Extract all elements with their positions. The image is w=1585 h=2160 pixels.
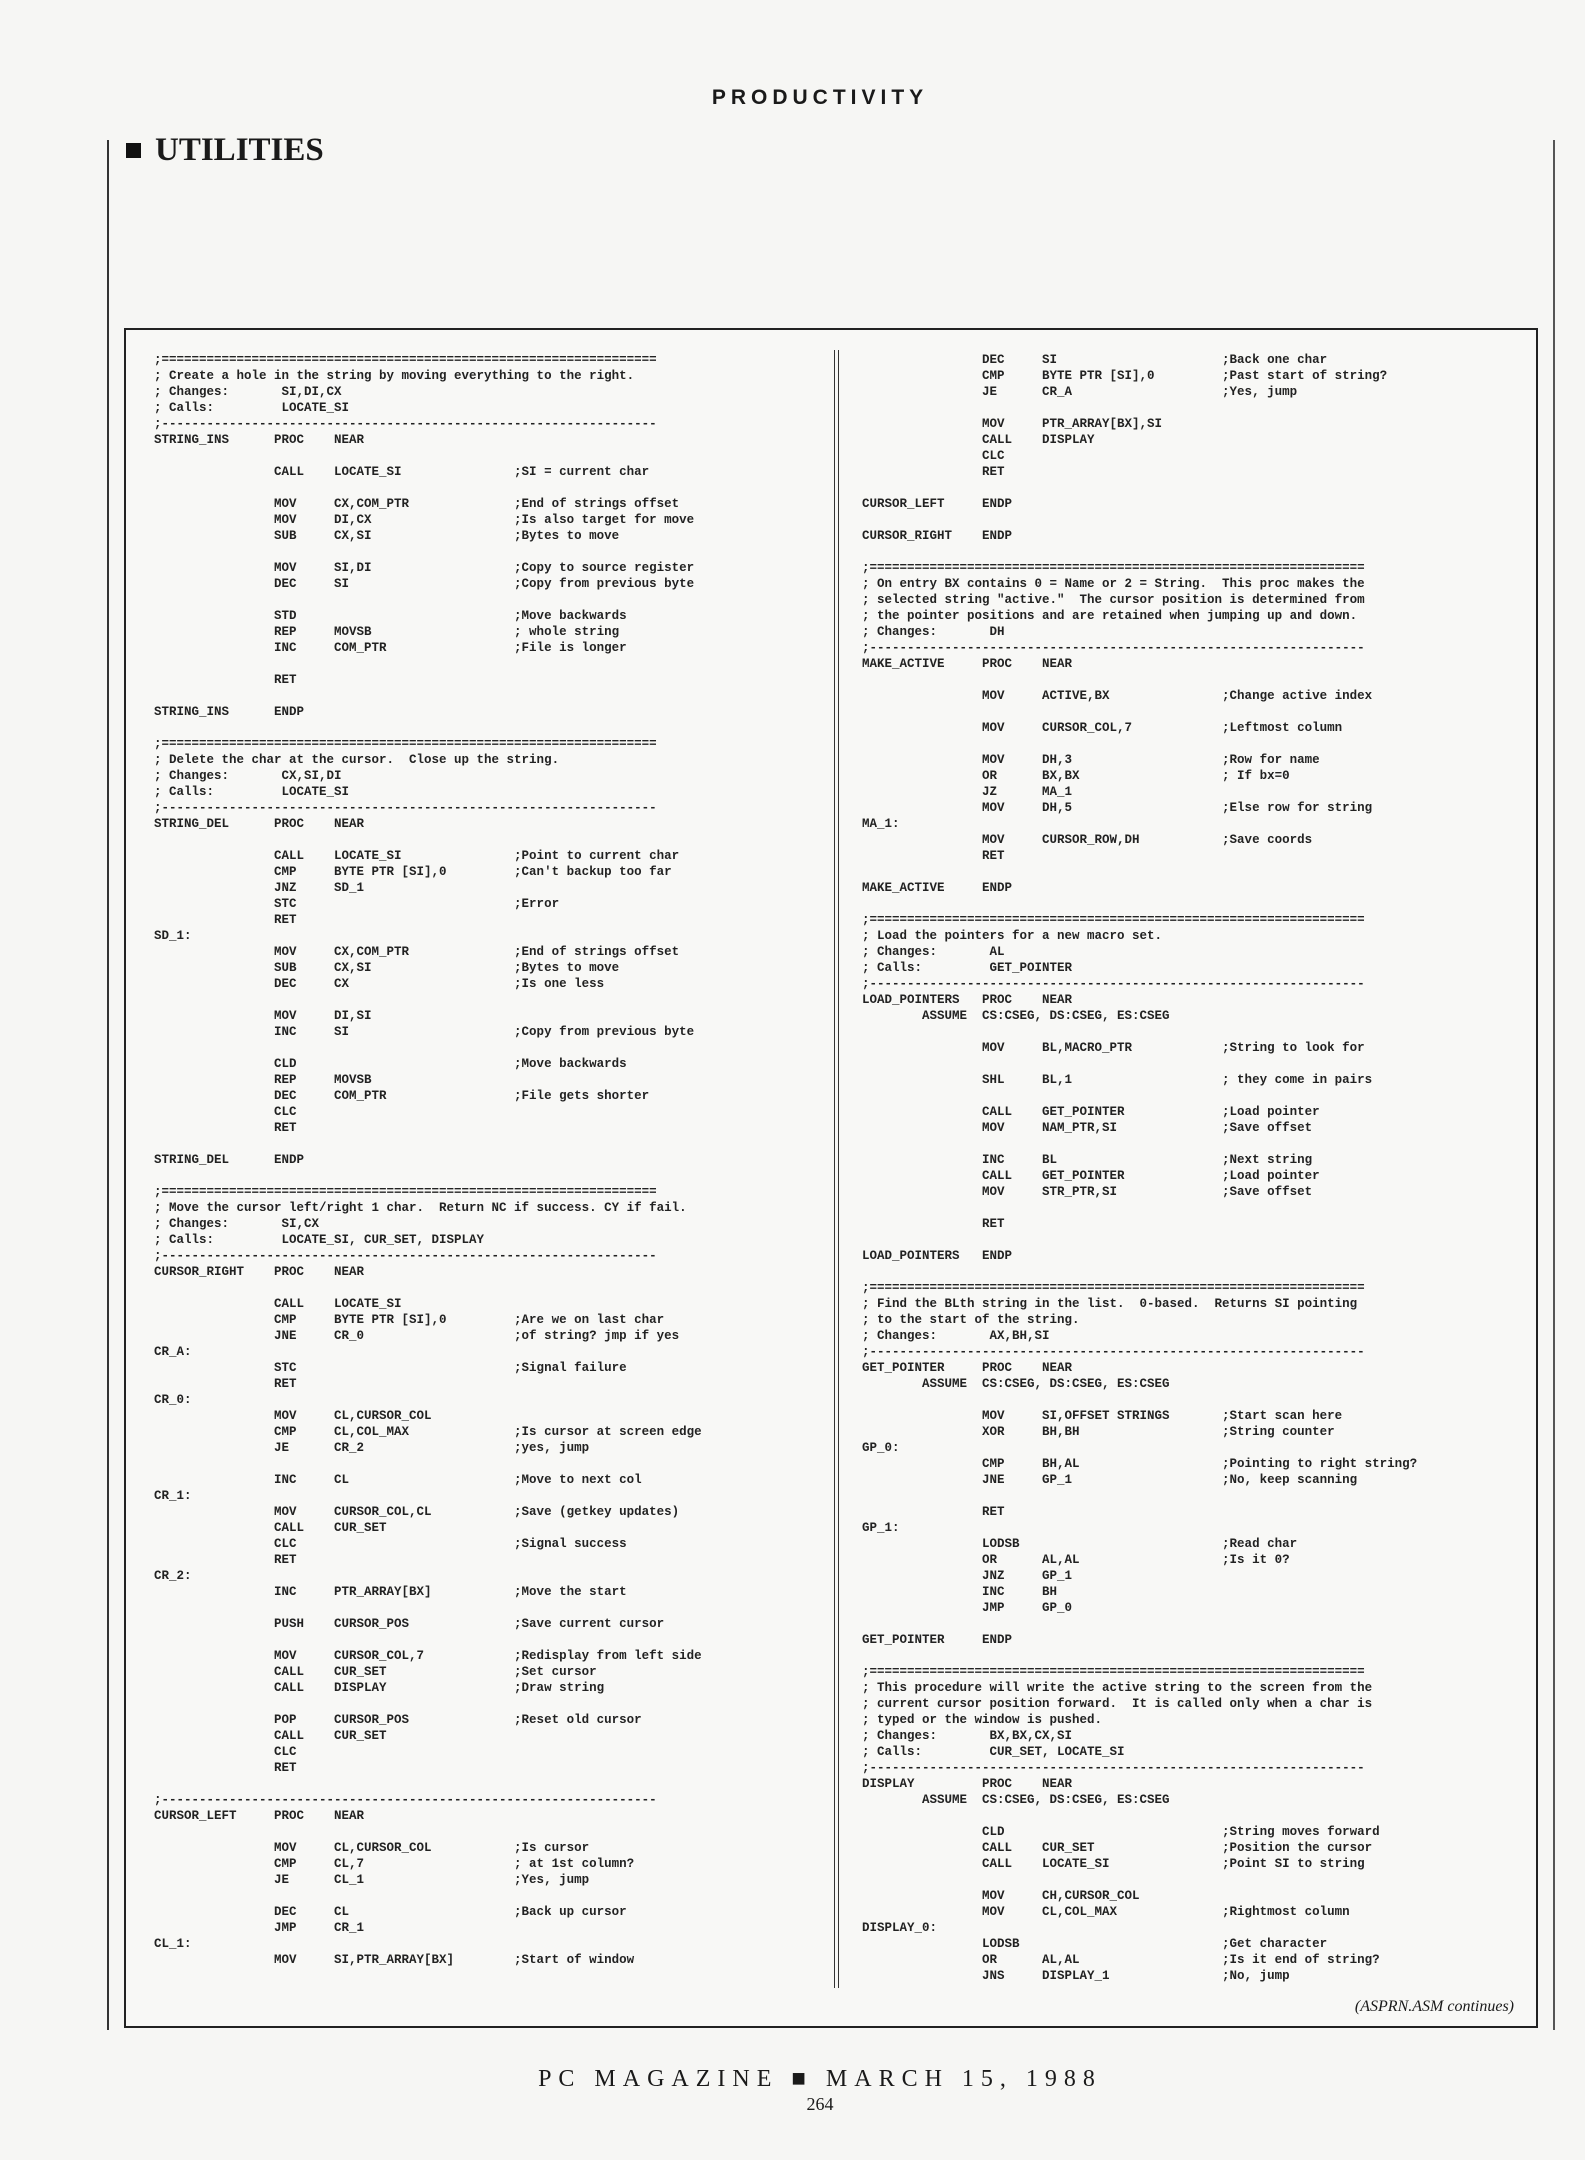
left-margin-rule xyxy=(107,140,109,2030)
department-heading xyxy=(126,132,324,169)
footer-publication: PC MAGAZINE ■ MARCH 15, 1988 xyxy=(538,2066,1102,2092)
right-margin-rule xyxy=(1553,140,1555,2030)
code-listing xyxy=(124,328,1538,2028)
continues-note: (ASPRN.ASM continues) xyxy=(1354,1998,1514,2015)
page-number: 264 xyxy=(806,2094,834,2114)
department-title: UTILITIES xyxy=(155,132,324,168)
bullet-square-icon xyxy=(126,143,141,158)
code-column-right: DEC SI ;Back one char CMP BYTE PTR [SI],0 ;Past start of string? JE CR_A ;Yes, jump MOV PTR_ARRAY[BX],SI CALL DISPLAY CLC RET CURSOR_LEFT ENDP CURSOR_RIGHT ENDP ;================================================================== ; On entry BX contains 0 = Name or 2 = String. This proc makes the ; selected string "active." The cursor position is determined from ; the pointer positions and are retained when jumping up and down. ; Changes: DH ;------------------------------------------------------------------ MAKE_ACTIVE PROC NEAR MOV ACTIVE,BX ;Change active index MOV CURSOR_COL,7 ;Leftmost column MOV DH,3 ;Row for name OR BX,BX ; If bx=0 JZ MA_1 MOV DH,5 ;Else row for string MA_1: MOV CURSOR_ROW,DH ;Save coords RET MAKE_ACTIVE ENDP ;================================================================== ; Load the pointers for a new macro set. ; Changes: AL ; Calls: GET_POINTER ;------------------------------------------------------------------ LOAD_POINTERS PROC NEAR ASSUME CS:CSEG, DS:CSEG, ES:CSEG MOV BL,MACRO_PTR ;String to look for SHL BL,1 ; they come in pairs CALL GET_POINTER ;Load pointer MOV NAM_PTR,SI ;Save offset INC BL ;Next string CALL GET_POINTER ;Load pointer MOV STR_PTR,SI ;Save offset RET LOAD_POINTERS ENDP ;================================================================== ; Find the BLth string in the list. 0-based. Returns SI pointing ; to the start of the string. ; Changes: AX,BH,SI ;------------------------------------------------------------------ GET_POINTER PROC NEAR ASSUME CS:CSEG, DS:CSEG, ES:CSEG MOV SI,OFFSET STRINGS ;Start scan here XOR BH,BH ;String counter GP_0: CMP BH,AL ;Pointing to right string? JNE GP_1 ;No, keep scanning RET GP_1: LODSB ;Read char OR AL,AL ;Is it 0? JNZ GP_1 INC BH JMP GP_0 GET_POINTER ENDP ;================================================================== ; This procedure will write the active string to the screen from the ; current cursor position forward. It is called only when a char is ; typed or the window is pushed. ; Changes: BX,BX,CX,SI ; Calls: CUR_SET, LOCATE_SI ;------------------------------------------------------------------ DISPLAY PROC NEAR ASSUME CS:CSEG, DS:CSEG, ES:CSEG CLD ;String moves forward CALL CUR_SET ;Position the cursor CALL LOCATE_SI ;Point SI to string MOV CH,CURSOR_COL MOV CL,COL_MAX ;Rightmost column DISPLAY_0: LODSB ;Get character OR AL,AL ;Is it end of string? JNS DISPLAY_1 ;No, jump xyxy=(862,353,1418,1983)
column-divider xyxy=(834,350,839,1988)
code-column-left: ;================================================================== ; Create a hole in the string by moving everything to the right. ; Changes: SI,DI,CX ; Calls: LOCATE_SI ;------------------------------------------------------------------ STRING_INS PROC NEAR CALL LOCATE_SI ;SI = current char MOV CX,COM_PTR ;End of strings offset MOV DI,CX ;Is also target for move SUB CX,SI ;Bytes to move MOV SI,DI ;Copy to source register DEC SI ;Copy from previous byte STD ;Move backwards REP MOVSB ; whole string INC COM_PTR ;File is longer RET STRING_INS ENDP ;================================================================== ; Delete the char at the cursor. Close up the string. ; Changes: CX,SI,DI ; Calls: LOCATE_SI ;------------------------------------------------------------------ STRING_DEL PROC NEAR CALL LOCATE_SI ;Point to current char CMP BYTE PTR [SI],0 ;Can't backup too far JNZ SD_1 STC ;Error RET SD_1: MOV CX,COM_PTR ;End of strings offset SUB CX,SI ;Bytes to move DEC CX ;Is one less MOV DI,SI INC SI ;Copy from previous byte CLD ;Move backwards REP MOVSB DEC COM_PTR ;File gets shorter CLC RET STRING_DEL ENDP ;================================================================== ; Move the cursor left/right 1 char. Return NC if success. CY if fail. ; Changes: SI,CX ; Calls: LOCATE_SI, CUR_SET, DISPLAY ;------------------------------------------------------------------ CURSOR_RIGHT PROC NEAR CALL LOCATE_SI CMP BYTE PTR [SI],0 ;Are we on last char JNE CR_0 ;of string? jmp if yes CR_A: STC ;Signal failure RET CR_0: MOV CL,CURSOR_COL CMP CL,COL_MAX ;Is cursor at screen edge JE CR_2 ;yes, jump INC CL ;Move to next col CR_1: MOV CURSOR_COL,CL ;Save (getkey updates) CALL CUR_SET CLC ;Signal success RET CR_2: INC PTR_ARRAY[BX] ;Move the start PUSH CURSOR_POS ;Save current cursor MOV CURSOR_COL,7 ;Redisplay from left side CALL CUR_SET ;Set cursor CALL DISPLAY ;Draw string POP CURSOR_POS ;Reset old cursor CALL CUR_SET CLC RET ;------------------------------------------------------------------ CURSOR_LEFT PROC NEAR MOV CL,CURSOR_COL ;Is cursor CMP CL,7 ; at 1st column? JE CL_1 ;Yes, jump DEC CL ;Back up cursor JMP CR_1 CL_1: MOV SI,PTR_ARRAY[BX] ;Start of window xyxy=(154,353,702,1967)
section-label: PRODUCTIVITY xyxy=(711,86,929,109)
